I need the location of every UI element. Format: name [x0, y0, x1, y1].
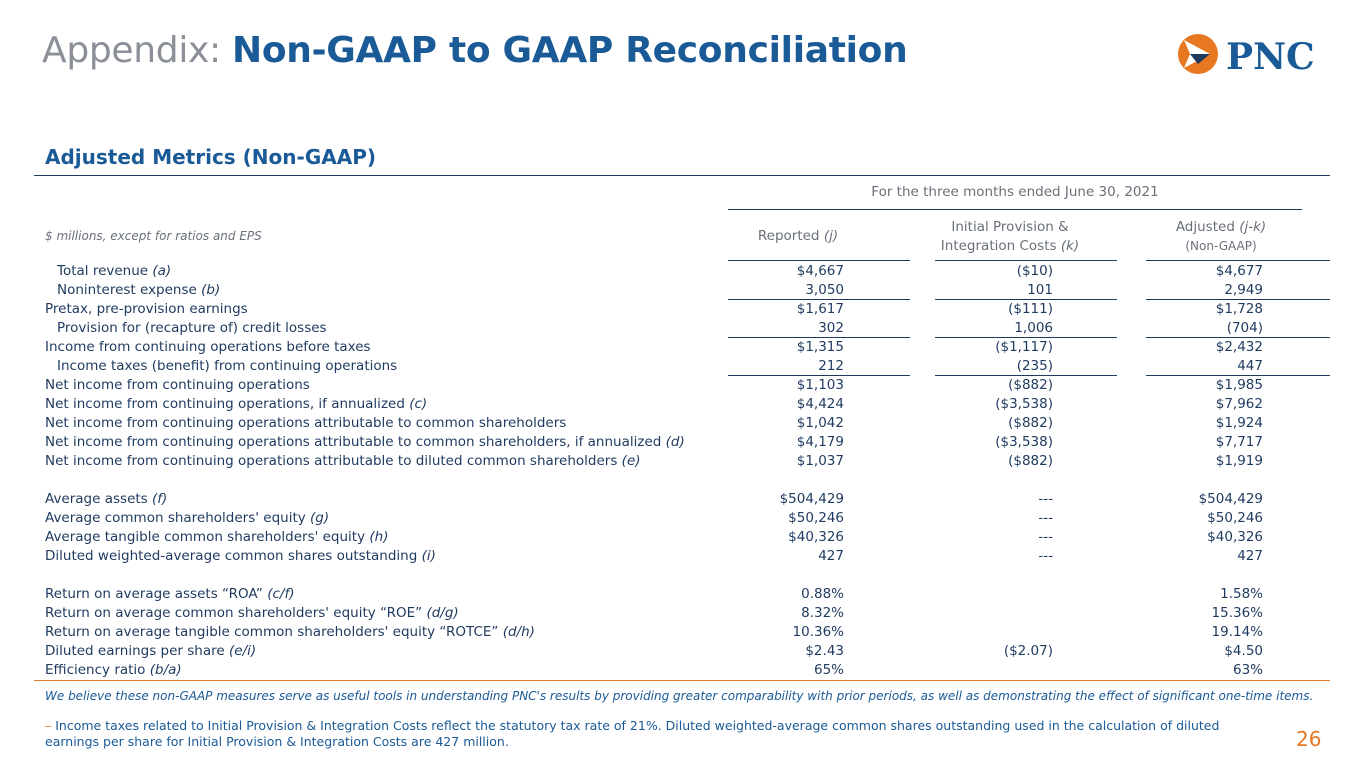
table-cell: $40,326 — [1207, 529, 1263, 545]
table-cell: $40,326 — [788, 529, 844, 545]
row-label: Return on average tangible common shareholders' equity “ROTCE” (d/h) — [45, 624, 535, 640]
row-label: Net income from continuing operations attributable to common shareholders — [45, 415, 567, 431]
row-label: Noninterest expense (b) — [57, 282, 221, 298]
subtotal-rule — [728, 299, 910, 300]
table-cell: $1,315 — [796, 339, 844, 355]
table-row — [0, 395, 1365, 414]
table-cell: $1,037 — [796, 453, 844, 469]
divider — [728, 260, 910, 261]
column-header-reported: Reported (j) — [757, 228, 839, 244]
row-label: Income from continuing operations before taxes — [45, 339, 371, 355]
table-row — [0, 376, 1365, 395]
table-row — [0, 509, 1365, 528]
logo-text: PNC — [1226, 36, 1315, 78]
table-row — [0, 547, 1365, 566]
column-header-adjusted: Adjusted (j-k) (Non-GAAP) — [1175, 219, 1267, 253]
table-cell: (704) — [1226, 320, 1263, 336]
table-cell: ($2.07) — [1003, 643, 1053, 659]
divider — [34, 680, 1330, 681]
subtotal-rule — [935, 375, 1117, 376]
table-cell: 2,949 — [1224, 282, 1263, 298]
subtotal-rule — [935, 337, 1117, 338]
table-cell: $4,424 — [796, 396, 844, 412]
table-cell: ($882) — [1008, 377, 1053, 393]
title-prefix: Appendix: — [42, 30, 221, 71]
subtotal-rule — [728, 375, 910, 376]
table-cell: $1,728 — [1215, 301, 1263, 317]
row-label: Average common shareholders' equity (g) — [45, 510, 330, 526]
row-label: Efficiency ratio (b/a) — [45, 662, 182, 678]
table-cell: 3,050 — [805, 282, 844, 298]
table-cell: $4,667 — [796, 263, 844, 279]
non-gaap-note: We believe these non-GAAP measures serve as useful tools in understanding PNC's results by providing greater comparability with prior periods, as well as demonstrating the effect of significant one-time items. — [45, 689, 1314, 703]
table-cell: $4.50 — [1224, 643, 1263, 659]
table-cell: $1,042 — [796, 415, 844, 431]
table-cell: 15.36% — [1211, 605, 1263, 621]
table-cell: $4,179 — [796, 434, 844, 450]
title-main: Non-GAAP to GAAP Reconciliation — [232, 30, 908, 71]
table-row — [0, 300, 1365, 319]
row-label: Return on average common shareholders' equity “ROE” (d/g) — [45, 605, 459, 621]
table-row — [0, 623, 1365, 642]
row-label: Income taxes (benefit) from continuing operations — [57, 358, 398, 374]
period-header: For the three months ended June 30, 2021 — [871, 184, 1159, 200]
table-cell: 8.32% — [801, 605, 844, 621]
page-title — [42, 30, 907, 71]
table-cell: 447 — [1237, 358, 1263, 374]
row-label: Pretax, pre-provision earnings — [45, 301, 248, 317]
table-cell: (235) — [1016, 358, 1053, 374]
row-label: Total revenue (a) — [57, 263, 172, 279]
table-row — [0, 528, 1365, 547]
footnote-text: Income taxes related to Initial Provision & Integration Costs reflect the statutory tax rate of 21%. Diluted weighted-average common shares outstanding used in the calculation of diluted earnings per share for Initial Provision & Integration Costs are 427 million. — [45, 718, 1220, 749]
spacer-row — [0, 471, 1365, 490]
metrics-table — [0, 262, 1365, 680]
table-cell: ($1,117) — [995, 339, 1053, 355]
table-row — [0, 414, 1365, 433]
table-cell: ($111) — [1008, 301, 1053, 317]
table-cell: $7,717 — [1215, 434, 1263, 450]
table-cell: $1,617 — [796, 301, 844, 317]
pnc-logo — [1176, 32, 1328, 78]
units-label: $ millions, except for ratios and EPS — [45, 229, 262, 243]
table-cell: 1.58% — [1220, 586, 1263, 602]
table-cell: ($3,538) — [995, 396, 1053, 412]
divider — [1146, 260, 1330, 261]
row-label: Net income from continuing operations attributable to diluted common shareholders (e) — [45, 453, 641, 469]
subtotal-rule — [1146, 337, 1330, 338]
table-cell: $1,103 — [796, 377, 844, 393]
table-cell: 63% — [1232, 662, 1263, 678]
table-cell: $1,985 — [1215, 377, 1263, 393]
page-number: 26 — [1296, 727, 1322, 751]
table-cell: $504,429 — [779, 491, 844, 507]
table-cell: 427 — [1237, 548, 1263, 564]
table-row — [0, 490, 1365, 509]
row-label: Average assets (f) — [45, 491, 168, 507]
table-cell: $1,919 — [1215, 453, 1263, 469]
table-cell: 10.36% — [792, 624, 844, 640]
table-cell: --- — [1038, 491, 1053, 507]
table-row — [0, 338, 1365, 357]
row-label: Provision for (recapture of) credit losses — [57, 320, 327, 336]
subtotal-rule — [1146, 375, 1330, 376]
table-row — [0, 281, 1365, 300]
row-label: Diluted weighted-average common shares outstanding (i) — [45, 548, 436, 564]
table-cell: ($882) — [1008, 453, 1053, 469]
table-cell: $50,246 — [788, 510, 844, 526]
table-cell: 0.88% — [801, 586, 844, 602]
table-cell: --- — [1038, 529, 1053, 545]
table-row — [0, 604, 1365, 623]
table-cell: 19.14% — [1211, 624, 1263, 640]
table-cell: $50,246 — [1207, 510, 1263, 526]
table-row — [0, 642, 1365, 661]
row-label: Net income from continuing operations — [45, 377, 310, 393]
subtotal-rule — [935, 299, 1117, 300]
table-row — [0, 433, 1365, 452]
table-cell: $2,432 — [1215, 339, 1263, 355]
table-row — [0, 661, 1365, 680]
column-header-initial-provision: Initial Provision & Integration Costs (k) — [940, 219, 1080, 254]
table-cell: 1,006 — [1014, 320, 1053, 336]
subtotal-rule — [1146, 299, 1330, 300]
table-cell: 212 — [818, 358, 844, 374]
table-cell: 65% — [813, 662, 844, 678]
row-label: Net income from continuing operations, if annualized (c) — [45, 396, 428, 412]
table-row — [0, 262, 1365, 281]
table-cell: $1,924 — [1215, 415, 1263, 431]
section-subtitle: Adjusted Metrics (Non-GAAP) — [45, 145, 376, 169]
table-cell: 302 — [818, 320, 844, 336]
divider — [34, 175, 1330, 176]
spacer-row — [0, 566, 1365, 585]
table-row — [0, 452, 1365, 471]
table-row — [0, 357, 1365, 376]
divider — [728, 209, 1302, 210]
footnote-bullet: – — [45, 718, 52, 733]
row-label: Diluted earnings per share (e/i) — [45, 643, 257, 659]
table-row — [0, 585, 1365, 604]
table-cell: --- — [1038, 510, 1053, 526]
table-cell: ($882) — [1008, 415, 1053, 431]
row-label: Return on average assets “ROA” (c/f) — [45, 586, 295, 602]
table-cell: ($10) — [1016, 263, 1053, 279]
divider — [935, 260, 1117, 261]
table-row — [0, 319, 1365, 338]
table-cell: $2.43 — [805, 643, 844, 659]
table-cell: ($3,538) — [995, 434, 1053, 450]
table-cell: --- — [1038, 548, 1053, 564]
table-cell: $504,429 — [1198, 491, 1263, 507]
row-label: Average tangible common shareholders' equity (h) — [45, 529, 389, 545]
subtotal-rule — [728, 337, 910, 338]
row-label: Net income from continuing operations attributable to common shareholders, if annualized (d) — [45, 434, 685, 450]
table-cell: $4,677 — [1215, 263, 1263, 279]
table-cell: 427 — [818, 548, 844, 564]
table-cell: 101 — [1027, 282, 1053, 298]
footnote — [45, 718, 1225, 750]
table-cell: $7,962 — [1215, 396, 1263, 412]
